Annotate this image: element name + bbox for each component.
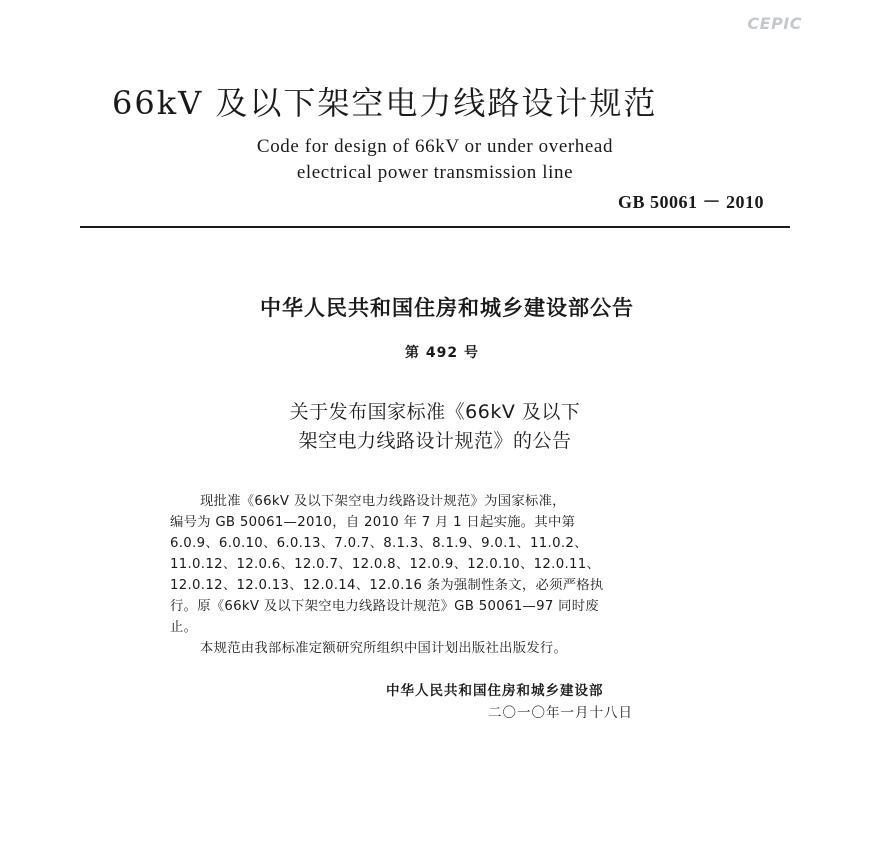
body-line: 现批准《66kV 及以下架空电力线路设计规范》为国家标准， — [200, 494, 566, 509]
notice-title — [0, 398, 870, 456]
title-english-line-1: Code for design of 66kV or under overhead — [256, 136, 614, 157]
body-line: 行。原《66kV 及以下架空电力线路设计规范》GB 50061—97 同时废 — [170, 599, 599, 614]
body-line: 本规范由我部标准定额研究所组织中国计划出版社出版发行。 — [200, 641, 568, 656]
notice-title-line-2: 架空电力线路设计规范》的公告 — [298, 430, 572, 452]
body-line: 编号为 GB 50061—2010，自 2010 年 7 月 1 日起实施。其中第 — [170, 515, 576, 530]
body-line: 止。 — [170, 620, 198, 635]
notice-signatory: 中华人民共和国住房和城乡建设部 — [386, 683, 604, 699]
standard-number: GB 50061 － 2010 — [617, 192, 764, 212]
body-line: 11.0.12、12.0.6、12.0.7、12.0.8、12.0.9、12.0.10、12.0.11、 — [170, 557, 601, 572]
standard-title-chinese: 66kV 及以下架空电力线路设计规范 — [112, 84, 658, 122]
notice-title-line-1: 关于发布国家标准《66kV 及以下 — [289, 401, 581, 423]
standard-title-english — [0, 134, 870, 186]
body-line: 12.0.12、12.0.13、12.0.14、12.0.16 条为强制性条文，必须严格执 — [170, 578, 604, 593]
title-english-line-2: electrical power transmission line — [296, 162, 574, 183]
notice-issuer-heading: 中华人民共和国住房和城乡建设部公告 — [260, 296, 634, 320]
notice-number: 第 492 号 — [405, 345, 479, 361]
cepic-watermark-logo: CEPIC — [747, 14, 802, 33]
notice-body — [170, 491, 722, 659]
body-line: 6.0.9、6.0.10、6.0.13、7.0.7、8.1.3、8.1.9、9.0.1、11.0.2、 — [170, 536, 588, 551]
header-divider — [80, 226, 790, 228]
notice-date: 二〇一〇年一月十八日 — [488, 705, 633, 721]
